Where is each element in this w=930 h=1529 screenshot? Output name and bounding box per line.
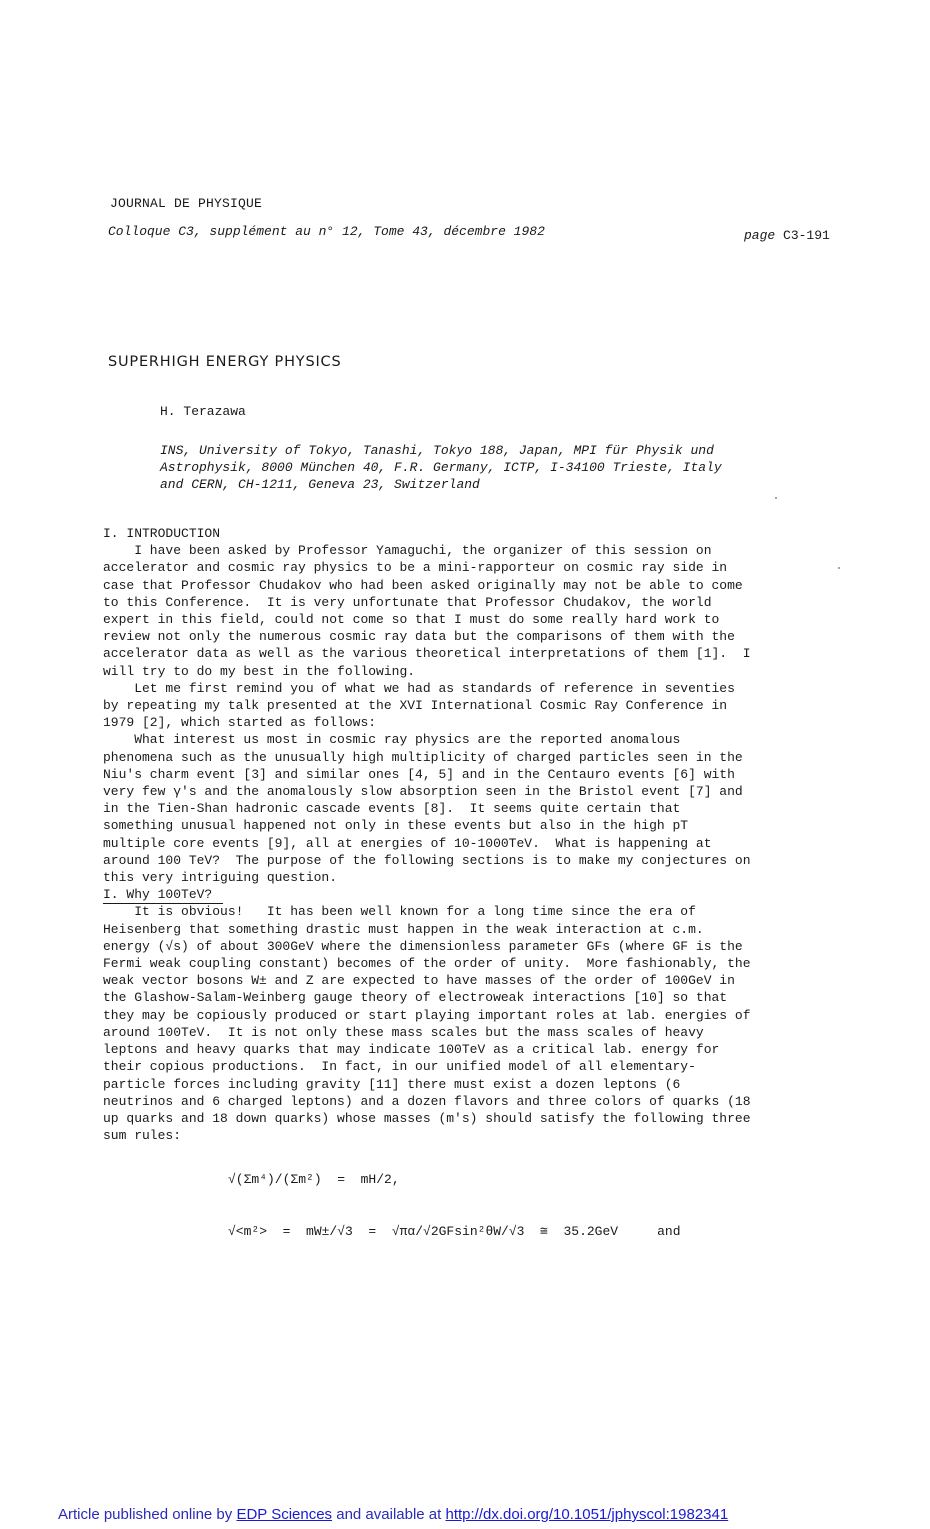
- equation-sum-rule-1: √(Σm⁴)/(Σm²) = mH/2,: [228, 1172, 400, 1187]
- body-line: expert in this field, could not come so that I must do some really hard work to: [103, 612, 720, 628]
- footer-middle: and available at: [332, 1506, 446, 1523]
- body-line: leptons and heavy quarks that may indicate 100TeV as a critical lab. energy for: [103, 1042, 720, 1058]
- section-heading: I. INTRODUCTION: [103, 526, 221, 541]
- doi-link[interactable]: http://dx.doi.org/10.1051/jphyscol:1982341: [445, 1506, 729, 1523]
- body-line: around 100TeV. It is not only these mass scales but the mass scales of heavy: [103, 1024, 704, 1040]
- body-line: up quarks and 18 down quarks) whose masses (m's) should satisfy the following three: [103, 1110, 751, 1126]
- body-line: 1979 [2], which started as follows:: [103, 715, 377, 731]
- body-line: sum rules:: [103, 1128, 182, 1144]
- affiliation-line: INS, University of Tokyo, Tanashi, Tokyo 188, Japan, MPI für Physik und: [160, 443, 714, 458]
- author-name: H. Terazawa: [160, 404, 246, 419]
- body-line: accelerator data as well as the various theoretical interpretations of them [1]. I: [103, 646, 751, 662]
- body-line: the Glashow-Salam-Weinberg gauge theory of electroweak interactions [10] so that: [103, 990, 728, 1006]
- page-label: page: [744, 228, 776, 243]
- body-text: [103, 525, 751, 1144]
- body-line: energy (√s) of about 300GeV where the dimensionless parameter GFs (where GF is the: [103, 938, 743, 954]
- body-line: neutrinos and 6 charged leptons) and a dozen flavors and three colors of quarks (18: [103, 1093, 751, 1109]
- body-line: to this Conference. It is very unfortunate that Professor Chudakov, the world: [103, 594, 712, 610]
- publication-footer: [58, 1506, 728, 1523]
- body-line: Heisenberg that something drastic must happen in the weak interaction at c.m.: [103, 921, 704, 937]
- page-reference: [744, 228, 830, 243]
- body-line: What interest us most in cosmic ray physics are the reported anomalous: [103, 732, 681, 748]
- body-line: case that Professor Chudakov who had been asked originally may not be able to come: [103, 577, 743, 593]
- body-line: multiple core events [9], all at energies of 10-1000TeV. What is happening at: [103, 835, 712, 851]
- affiliation-line: Astrophysik, 8000 München 40, F.R. Germany, ICTP, I-34100 Trieste, Italy: [160, 460, 722, 475]
- equation-sum-rule-2: √<m²> = mW±/√3 = √πα/√2GFsin²θW/√3 ≅ 35.2GeV and: [228, 1224, 681, 1239]
- body-line: this very intriguing question.: [103, 870, 338, 886]
- author-affiliation: [160, 442, 722, 493]
- footer-prefix: Article published online by: [58, 1506, 237, 1523]
- scan-speck: [775, 497, 777, 499]
- body-line: very few γ's and the anomalously slow absorption seen in the Bristol event [7] and: [103, 784, 743, 800]
- body-line: review not only the numerous cosmic ray data but the comparisons of them with the: [103, 629, 735, 645]
- body-line: they may be copiously produced or start playing important roles at lab. energies of: [103, 1007, 751, 1023]
- publisher-link[interactable]: EDP Sciences: [236, 1506, 333, 1523]
- section-heading: I. Why 100TeV?: [103, 887, 213, 903]
- colloque-info: Colloque C3, supplément au n° 12, Tome 43, décembre 1982: [108, 224, 545, 239]
- body-line: accelerator and cosmic ray physics to be a mini-rapporteur on cosmic ray side in: [103, 560, 728, 576]
- body-line: I have been asked by Professor Yamaguchi, the organizer of this session on: [103, 543, 712, 559]
- body-line: in the Tien-Shan hadronic cascade events [8]. It seems quite certain that: [103, 801, 681, 817]
- section-underline: [103, 903, 223, 904]
- body-line: will try to do my best in the following.: [103, 663, 416, 679]
- affiliation-line: and CERN, CH-1211, Geneva 23, Switzerland: [160, 477, 480, 492]
- body-line: It is obvious! It has been well known for a long time since the era of: [103, 904, 696, 920]
- article-title: SUPERHIGH ENERGY PHYSICS: [108, 354, 342, 370]
- page-number: C3-191: [783, 228, 830, 243]
- body-line: something unusual happened not only in these events but also in the high pT: [103, 818, 689, 834]
- scan-speck: [838, 567, 840, 569]
- body-line: particle forces including gravity [11] there must exist a dozen leptons (6: [103, 1076, 681, 1092]
- body-line: weak vector bosons W± and Z are expected to have masses of the order of 100GeV in: [103, 973, 735, 989]
- body-line: around 100 TeV? The purpose of the following sections is to make my conjectures on: [103, 852, 751, 868]
- body-line: by repeating my talk presented at the XVI International Cosmic Ray Conference in: [103, 698, 728, 714]
- journal-name: JOURNAL DE PHYSIQUE: [110, 196, 263, 211]
- body-line: phenomena such as the unusually high multiplicity of charged particles seen in the: [103, 749, 743, 765]
- body-line: Let me first remind you of what we had as standards of reference in seventies: [103, 680, 735, 696]
- body-line: Niu's charm event [3] and similar ones [4, 5] and in the Centauro events [6] with: [103, 766, 735, 782]
- body-line: their copious productions. In fact, in our unified model of all elementary-: [103, 1059, 696, 1075]
- body-line: Fermi weak coupling constant) becomes of the order of unity. More fashionably, the: [103, 956, 751, 972]
